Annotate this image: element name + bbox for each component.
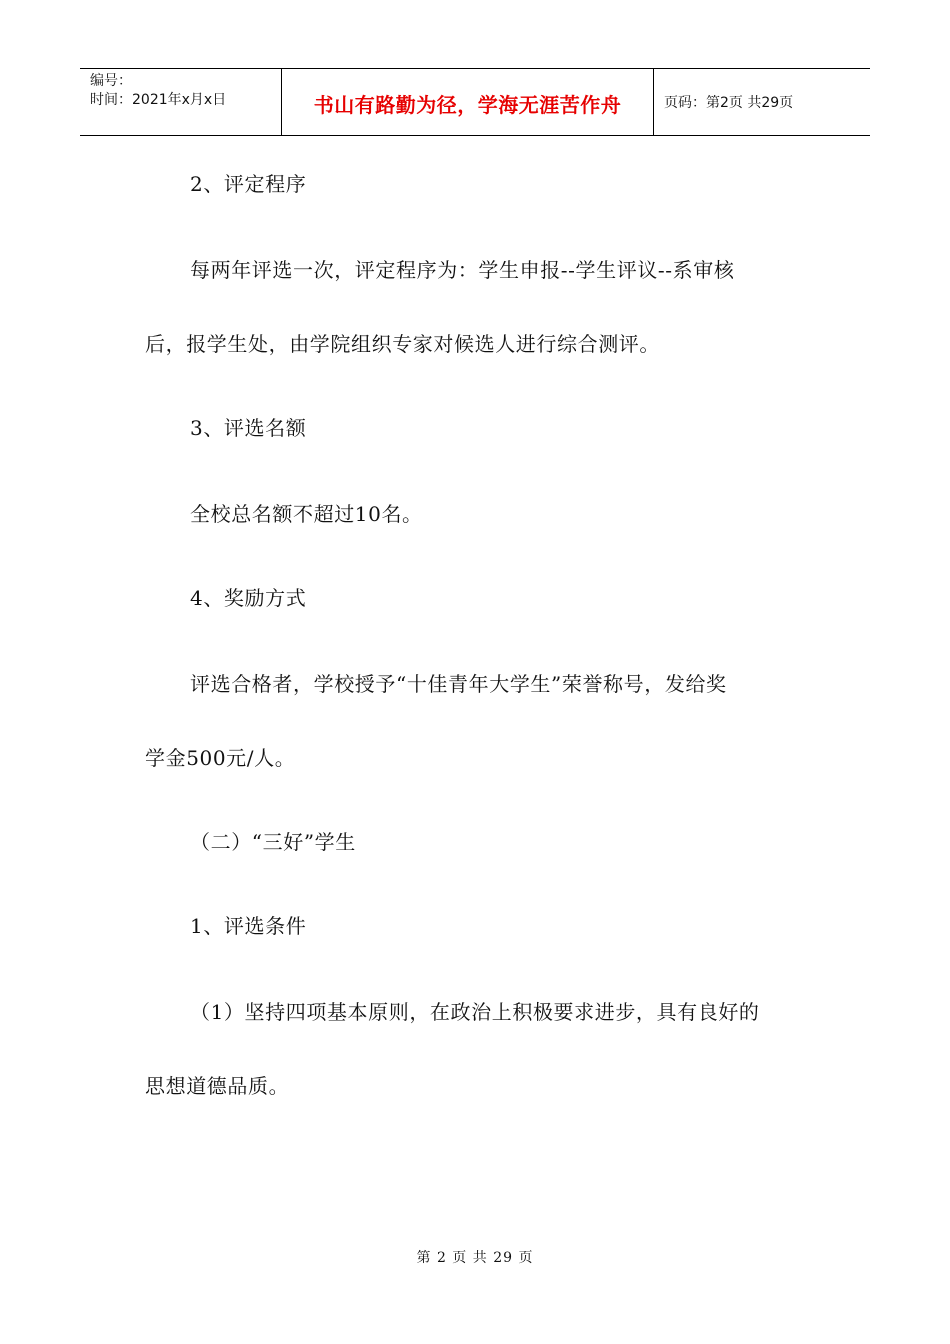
- section-heading-criteria: 1、评选条件: [190, 914, 307, 938]
- paragraph-line: 思想道德品质。: [145, 1074, 290, 1098]
- paragraph-line: 每两年评选一次，评定程序为：学生申报--学生评议--系审核: [190, 258, 735, 282]
- section-heading-procedure: 2、评定程序: [190, 172, 307, 196]
- header-page-cell: [654, 69, 870, 135]
- header-motto-cell: [282, 69, 654, 135]
- paragraph-line: 评选合格者，学校授予“十佳青年大学生”荣誉称号，发给奖: [190, 672, 727, 696]
- paragraph-line: 全校总名额不超过10名。: [190, 502, 423, 526]
- header-motto: 书山有路勤为径，学海无涯苦作舟: [313, 92, 622, 117]
- paragraph-line: 后，报学生处，由学院组织专家对候选人进行综合测评。: [145, 332, 660, 356]
- header-meta-cell: [80, 69, 282, 135]
- section-heading-quota: 3、评选名额: [190, 416, 307, 440]
- paragraph-line: （1）坚持四项基本原则，在政治上积极要求进步，具有良好的: [190, 1000, 760, 1024]
- section-heading-reward: 4、奖励方式: [190, 586, 307, 610]
- paragraph-line: 学金500元/人。: [145, 746, 296, 770]
- document-header: [80, 68, 870, 136]
- header-number-label: 编号：: [90, 73, 132, 89]
- header-page-info: 页码：第2页 共29页: [664, 95, 794, 111]
- header-time-label: 时间：2021年x月x日: [90, 92, 227, 108]
- page-footer: 第 2 页 共 29 页: [416, 1250, 534, 1266]
- section-heading-three-good: （二）“三好”学生: [190, 830, 356, 854]
